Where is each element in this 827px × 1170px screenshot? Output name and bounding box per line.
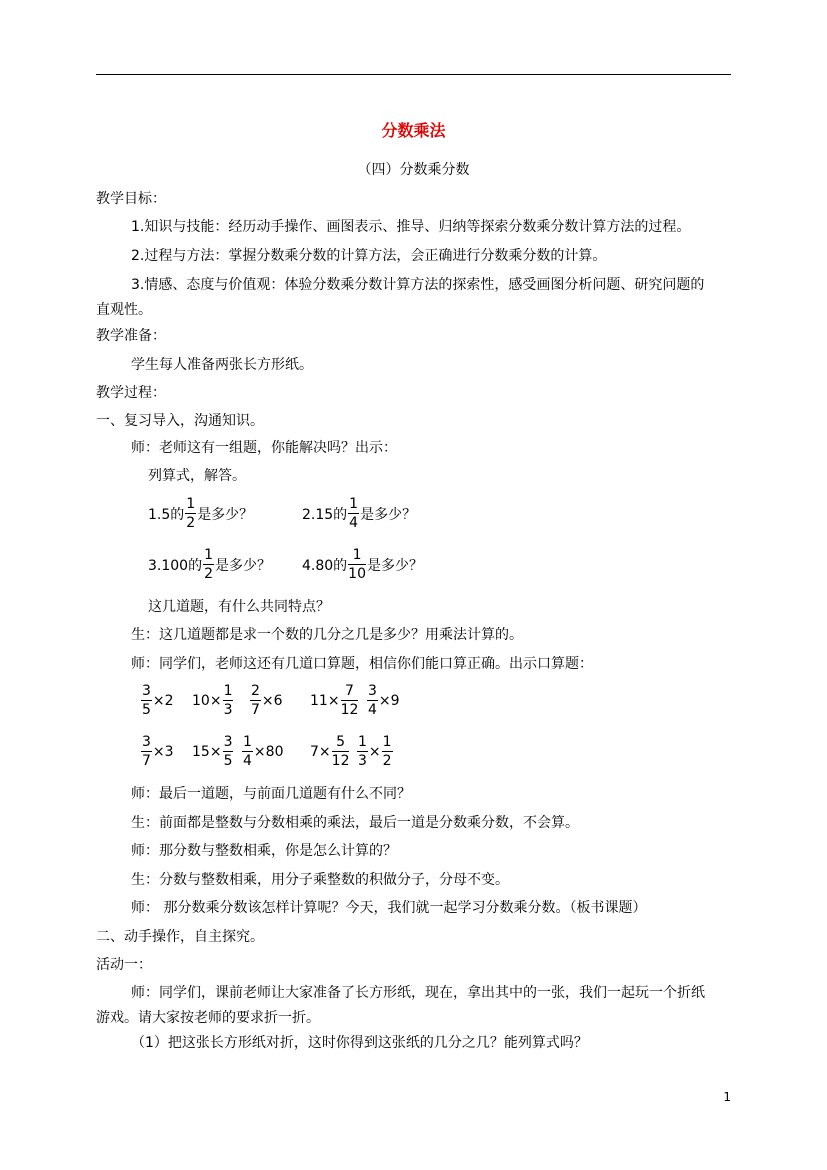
teacher-line-5: 师： 那分数乘分数该怎样计算呢？今天，我们就一起学习分数乘分数。（板书课题） (131, 900, 647, 916)
oral-item: 7 × $\frac{5}{12}$ (310, 734, 350, 769)
instruction-line: 列算式，解答。 (148, 468, 246, 484)
fraction: $\frac{1}{2}$ (186, 496, 196, 531)
fraction: $\frac{1}{10}$ (348, 547, 366, 582)
process-heading: 教学过程： (96, 385, 166, 401)
part-1-heading: 一、复习导入，沟通知识。 (96, 413, 264, 429)
problem-3: 3.100的 $\frac{1}{2}$ 是多少？ (148, 547, 272, 582)
teacher-line-2: 师：同学们，老师这还有几道口算题，相信你们能口算正确。出示口算题： (131, 656, 593, 672)
teacher-line-6-cont: 游戏。请大家按老师的要求折一折。 (96, 1010, 320, 1026)
oral-item: 11 × $\frac{7}{12}$ (310, 683, 359, 718)
header-rule (96, 74, 731, 75)
student-line-1: 生：这几道题都是求一个数的几分之几是多少？用乘法计算的。 (131, 627, 523, 643)
goal-1: 1.知识与技能：经历动手操作、画图表示、推导、归纳等探索分数乘分数计算方法的过程。 (131, 219, 691, 235)
oral-item: $\frac{3}{5}$ × 2 (142, 683, 174, 718)
prep-text: 学生每人准备两张长方形纸。 (131, 357, 313, 373)
oral-item: $\frac{1}{4}$ × 80 (243, 734, 284, 769)
page-subtitle: （四）分数乘分数 (357, 162, 470, 178)
teacher-line-6: 师：同学们，课前老师让大家准备了长方形纸，现在，拿出其中的一张，我们一起玩一个折纸 (131, 985, 705, 1001)
oral-item: 10 × $\frac{1}{3}$ (192, 683, 233, 718)
activity-1-heading: 活动一： (96, 957, 152, 973)
oral-item-fraction-by-fraction: $\frac{1}{3}$ × $\frac{1}{2}$ (358, 734, 392, 769)
fraction: $\frac{1}{2}$ (204, 547, 214, 582)
goal-2: 2.过程与方法：掌握分数乘分数的计算方法，会正确进行分数乘分数的计算。 (131, 248, 607, 264)
oral-item: $\frac{3}{7}$ × 3 (142, 734, 174, 769)
student-line-3: 生：分数与整数相乘，用分子乘整数的积做分子，分母不变。 (131, 872, 509, 888)
goal-3: 3.情感、态度与价值观：体验分数乘分数计算方法的探索性，感受画图分析问题、研究问题的 (131, 277, 705, 293)
teacher-line-4: 师：那分数与整数相乘，你是怎么计算的？ (131, 843, 397, 859)
part-2-heading: 二、动手操作，自主探究。 (96, 929, 264, 945)
page-number: 1 (723, 1090, 731, 1104)
problem-1: 1.5的 $\frac{1}{2}$ 是多少？ (148, 496, 254, 531)
common-feature-question: 这几道题，有什么共同特点？ (148, 599, 330, 615)
oral-item: $\frac{2}{7}$ × 6 (251, 683, 283, 718)
goal-3-cont: 直观性。 (96, 302, 152, 318)
student-line-2: 生：前面都是整数与分数相乘的乘法，最后一道是分数乘分数，不会算。 (131, 815, 579, 831)
step-1: （1）把这张长方形纸对折，这时你得到这张纸的几分之几？能列算式吗？ (131, 1035, 588, 1051)
problem-4: 4.80的 $\frac{1}{10}$ 是多少？ (302, 547, 423, 582)
goals-heading: 教学目标： (96, 191, 166, 207)
oral-item: $\frac{3}{4}$ × 9 (368, 683, 400, 718)
teacher-line-3: 师：最后一道题，与前面几道题有什么不同？ (131, 786, 411, 802)
page-title: 分数乘法 (381, 121, 446, 140)
prep-heading: 教学准备： (96, 328, 166, 344)
teacher-line-1: 师：老师这有一组题，你能解决吗？出示： (131, 440, 397, 456)
problem-2: 2.15的 $\frac{1}{4}$ 是多少？ (302, 496, 417, 531)
fraction: $\frac{1}{4}$ (349, 496, 359, 531)
oral-item: 15 × $\frac{3}{5}$ (192, 734, 233, 769)
